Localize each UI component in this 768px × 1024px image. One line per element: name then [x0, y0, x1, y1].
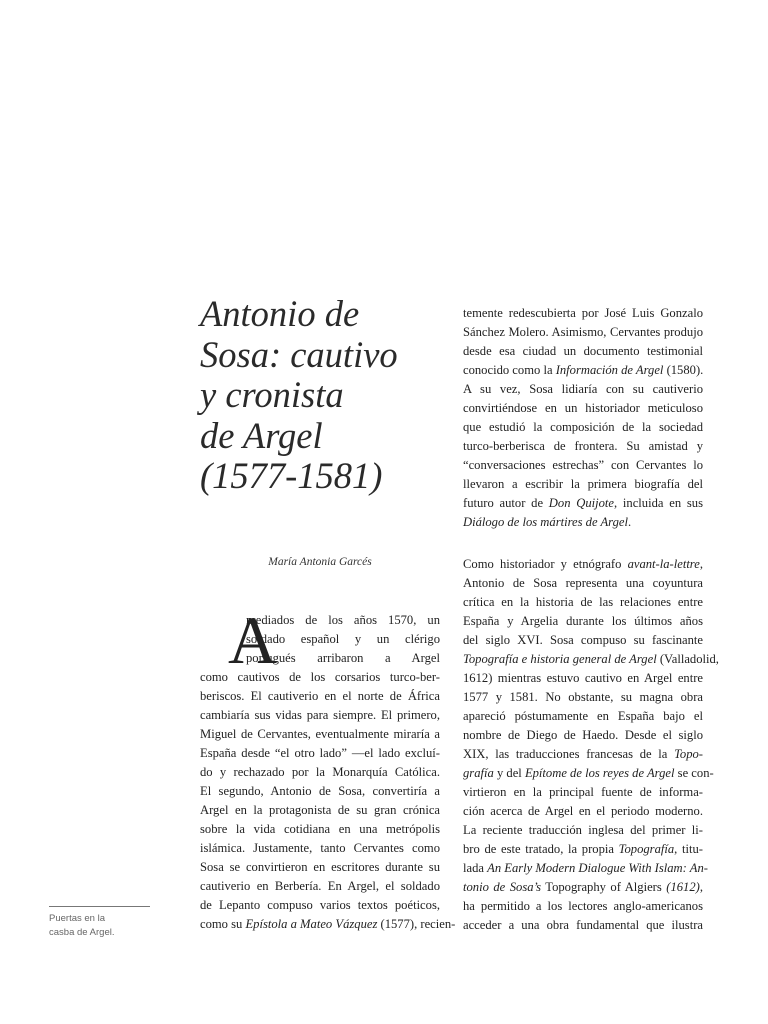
- text-line: portugués arribaron a Argel: [246, 651, 440, 665]
- text-fragment: XIX, las traducciones francesas de la: [463, 747, 675, 761]
- text-fragment: , incluida en sus: [614, 496, 703, 510]
- text-fragment: (Valladolid,: [656, 652, 719, 666]
- caption-line: casba de Argel.: [49, 927, 115, 938]
- work-title: An Early Modern Dialogue With Islam: An-: [487, 861, 708, 875]
- text-line: “conversaciones estrechas” con Cervantes lo: [463, 458, 703, 472]
- text-line: del siglo XVI. Sosa compuso su fascinante: [463, 633, 703, 647]
- text-line: acceder a una obra fundamental que ilustra: [463, 918, 703, 932]
- text-line: [463, 840, 703, 859]
- title-line: y cronista: [200, 374, 344, 415]
- text-fragment: se con-: [674, 766, 714, 780]
- text-line: [463, 555, 703, 574]
- work-title: Don Quijote: [548, 496, 615, 510]
- text-line: do y rechazado por la Monarquía Católica.: [200, 765, 440, 779]
- title-line: (1577-1581): [200, 455, 383, 496]
- text-line: de Lepanto compuso varios textos poéticos,: [200, 898, 440, 912]
- title-line: Sosa: cautivo: [200, 333, 398, 375]
- text-line: cambiaría sus vidas para siempre. El primero,: [200, 708, 440, 722]
- text-line: ción acerca de Argel en el periodo moderno.: [463, 804, 703, 818]
- text-line: Sosa se convirtieron en escritores durante su: [200, 860, 440, 874]
- text-line: beriscos. El cautiverio en el norte de África: [200, 689, 440, 703]
- text-line: nombre de Diego de Haedo. Desde el siglo: [463, 728, 703, 742]
- text-line: [463, 745, 703, 764]
- text-line: La reciente traducción inglesa del primer li-: [463, 823, 703, 837]
- caption-line: Puertas en la: [49, 913, 105, 924]
- text-fragment: bro de este tratado, la propia: [463, 842, 619, 856]
- text-line: convirtiéndose en un historiador meticuloso: [463, 401, 703, 415]
- text-fragment: ,: [699, 557, 703, 571]
- text-line: [463, 650, 719, 669]
- italic-term: avant-la-lettre: [627, 557, 700, 571]
- text-fragment: lada: [463, 861, 488, 875]
- text-line: Argel en la protagonista de su gran crónica: [200, 803, 440, 817]
- text-line: soldado español y un clérigo: [246, 632, 440, 646]
- text-fragment: futuro autor de: [463, 496, 549, 510]
- text-line: [463, 513, 703, 532]
- text-fragment: (1580).: [663, 363, 704, 377]
- left-column: [200, 611, 456, 934]
- text-line: A su vez, Sosa lidiaría con su cautiverio: [463, 382, 703, 396]
- article-title: [200, 294, 440, 497]
- title-line: de Argel: [200, 414, 323, 456]
- text-fragment: , titu-: [674, 842, 703, 856]
- text-fragment: .: [628, 515, 632, 529]
- text-line: 1577 y 1581. No obstante, su magna obra: [463, 690, 703, 704]
- work-title: Topografía: [618, 842, 675, 856]
- image-caption: [49, 912, 159, 940]
- text-line: Antonio de Sosa representa una coyuntura: [463, 576, 703, 590]
- text-line: apareció póstumamente en España bajo el: [463, 709, 703, 723]
- text-line: Sánchez Molero. Asimismo, Cervantes produjo: [463, 325, 703, 339]
- italic-date: (1612): [666, 880, 700, 894]
- work-title: Topo-: [674, 747, 703, 761]
- text-fragment: Topography of Algiers: [541, 880, 667, 894]
- text-line: temente redescubierta por José Luis Gonzalo: [463, 306, 703, 320]
- text-line: [200, 915, 456, 934]
- text-line: Miguel de Cervantes, eventualmente miraría a: [200, 727, 440, 741]
- text-fragment: ,: [699, 880, 703, 894]
- work-title: tonio de Sosa’s: [463, 880, 542, 894]
- drop-cap: A: [228, 602, 278, 678]
- text-fragment: (1577), recien-: [377, 917, 456, 931]
- work-title: Topografía e historia general de Argel: [463, 652, 657, 666]
- text-line: virtieron en la principal fuente de informa-: [463, 785, 703, 799]
- author-byline: María Antonia Garcés: [268, 556, 372, 568]
- text-line: ha permitido a los lectores anglo-americanos: [463, 899, 703, 913]
- text-line: desde esa ciudad un documento testimonial: [463, 344, 703, 358]
- text-line: [463, 859, 708, 878]
- text-line: [463, 764, 714, 783]
- text-line: sobre la vida cotidiana en una metrópolis: [200, 822, 440, 836]
- text-line: turco-berberisca de frontera. Su amistad y: [463, 439, 703, 453]
- text-line: [463, 878, 703, 897]
- text-line: islámica. Justamente, tanto Cervantes como: [200, 841, 440, 855]
- text-line: como cautivos de los corsarios turco-ber-: [200, 670, 440, 684]
- text-line: España desde “el otro lado” —el lado excluí-: [200, 746, 440, 760]
- text-fragment: como su: [200, 917, 246, 931]
- text-fragment: y del: [493, 766, 525, 780]
- text-line: El segundo, Antonio de Sosa, convertiría a: [200, 784, 440, 798]
- text-line: crítica en la historia de las relaciones entre: [463, 595, 703, 609]
- work-title: Epítome de los reyes de Argel: [524, 766, 675, 780]
- caption-divider: [49, 906, 150, 907]
- text-line: España y Argelia durante los últimos años: [463, 614, 703, 628]
- right-column-paragraph-2: [463, 555, 719, 935]
- text-fragment: conocido como la: [463, 363, 556, 377]
- work-title: grafía: [463, 766, 494, 780]
- text-line: 1612) mientras estuvo cautivo en Argel entre: [463, 671, 703, 685]
- title-line: Antonio de: [200, 293, 360, 334]
- text-fragment: Como historiador y etnógrafo: [463, 557, 628, 571]
- text-line: mediados de los años 1570, un: [246, 613, 440, 627]
- work-title: Diálogo de los mártires de Argel: [463, 515, 628, 529]
- text-line: que estudió la composición de la sociedad: [463, 420, 703, 434]
- text-line: [463, 494, 703, 513]
- text-line: cautiverio en Berbería. En Argel, el soldado: [200, 879, 440, 893]
- right-column-paragraph-1: [463, 304, 703, 532]
- text-line: llevaron a escribir la primera biografía del: [463, 477, 703, 491]
- work-title: Información de Argel: [555, 363, 664, 377]
- work-title: Epístola a Mateo Vázquez: [245, 917, 378, 931]
- text-line: [463, 361, 703, 380]
